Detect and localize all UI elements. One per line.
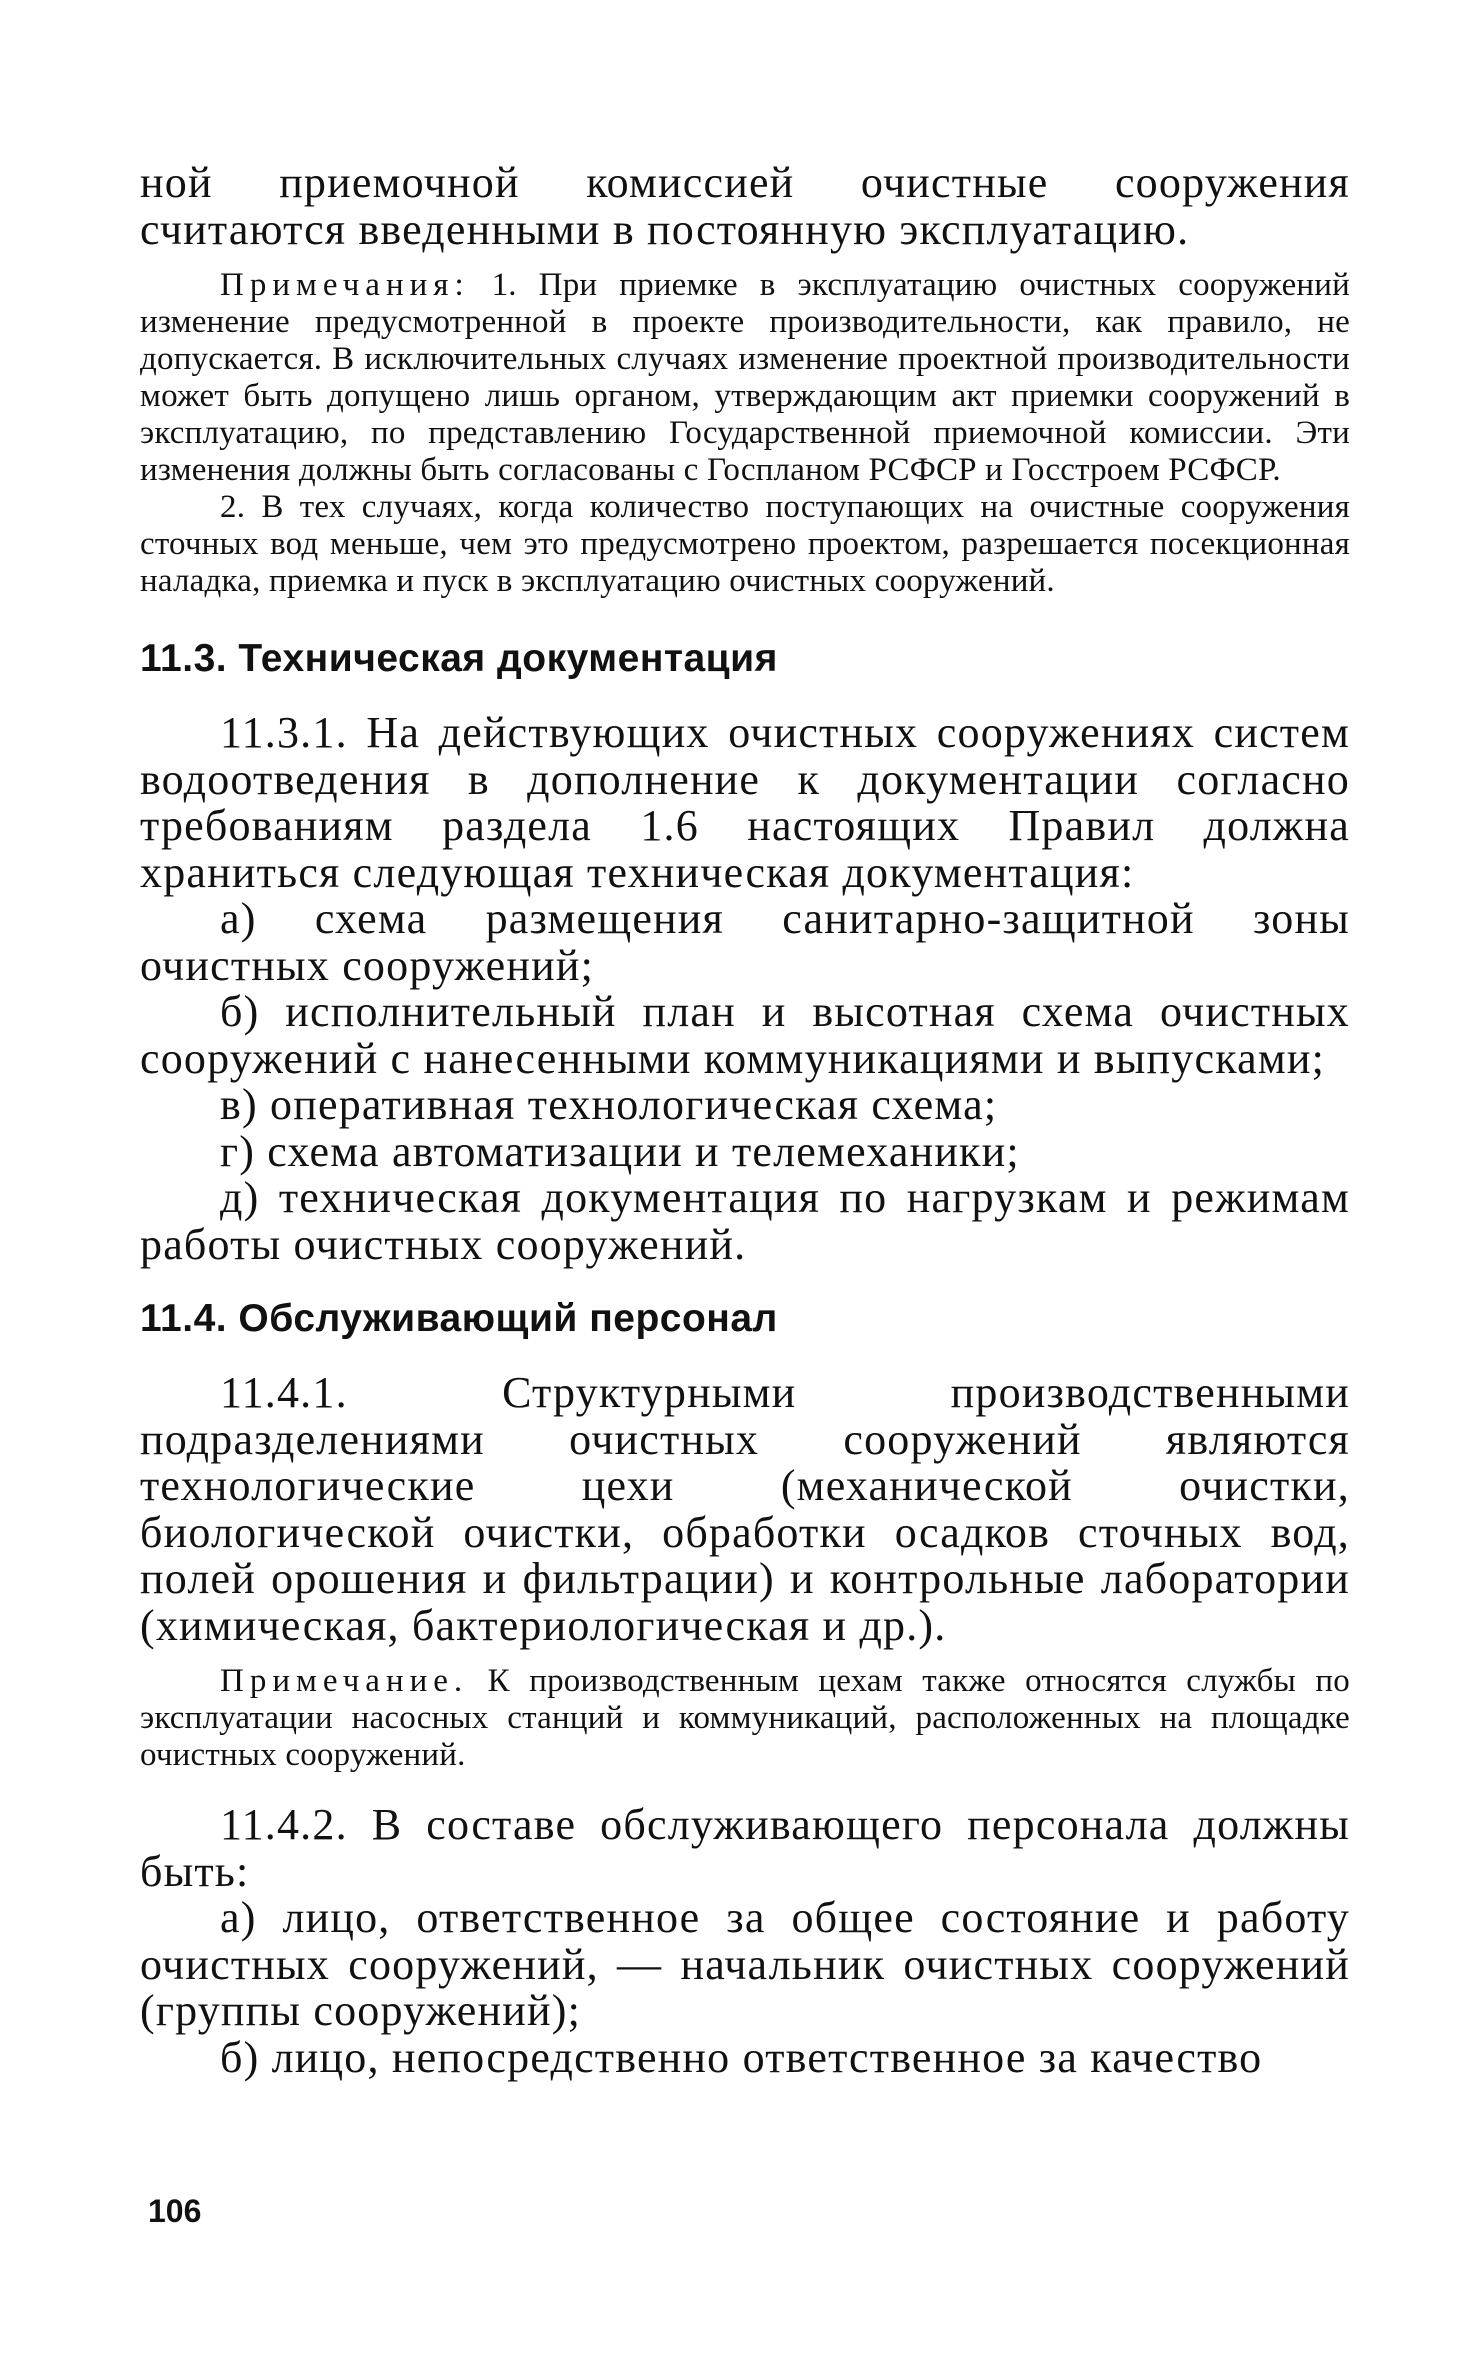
section-11-4-title: 11.4. Обслуживающий персонал bbox=[140, 1297, 778, 1340]
paragraph-11-3-1: 11.3.1. На действующих очистных сооружениях систем водоотведения в дополнение к документации согласно требованиям раздела 1.6 настоящих Правил должна храниться следующая техническая документация: bbox=[140, 708, 1350, 897]
list-item: в) оперативная технологическая схема; bbox=[220, 1080, 998, 1129]
note-3 bbox=[140, 1663, 1350, 1774]
list-item: д) техническая документация по нагрузкам и режимам работы очистных сооружений. bbox=[140, 1173, 1350, 1269]
note-3-label: Примечание. bbox=[220, 1663, 469, 1699]
note-1 bbox=[140, 267, 1350, 489]
note-1-text: 1. При приемке в эксплуатацию очистных сооружений изменение предусмотренной в проекте производительности, как правило, не допускается. В исключительных случаях изменение проектной производительности может быть допущено лишь органом, утверждающим акт приемки сооружений в эксплуатацию, по представлению Государственной приемочной комиссии. Эти изменения должны быть согласованы с Госпланом РСФСР и Госстроем РСФСР. bbox=[140, 267, 1350, 488]
note-1-label: Примечания: bbox=[220, 267, 470, 303]
note-2: 2. В тех случаях, когда количество поступающих на очистные сооружения сточных вод меньше, чем это предусмотрено проектом, разрешается посекционная наладка, приемка и пуск в эксплуатацию очистных сооружений. bbox=[140, 489, 1350, 599]
page-number: 106 bbox=[148, 2193, 202, 2229]
list-item: а) лицо, ответственное за общее состояние и работу очистных сооружений, — начальник очистных сооружений (группы сооружений); bbox=[140, 1893, 1350, 2035]
note-3-text: К производственным цехам также относятся службы по эксплуатации насосных станций и коммуникаций, расположенных на площадке очистных сооружений. bbox=[140, 1663, 1350, 1773]
list-item: б) лицо, непосредственно ответственное за качество bbox=[220, 2032, 1263, 2082]
list-item: а) схема размещения санитарно-защитной зоны очистных сооружений; bbox=[140, 894, 1350, 990]
paragraph-11-4-2: 11.4.2. В составе обслуживающего персонала должны быть: bbox=[140, 1800, 1350, 1896]
list-item: г) схема автоматизации и телемеханики; bbox=[220, 1126, 1020, 1176]
paragraph-11-4-1: 11.4.1. Структурными производственными подразделениями очистных сооружений являются технологические цехи (механической очистки, биологической очистки, обработки осадков сточных вод, полей орошения и фильтрации) и контрольные лаборатории (химическая, бактериологическая и др.). bbox=[140, 1368, 1350, 1650]
section-11-3-title: 11.3. Техническая документация bbox=[140, 637, 778, 680]
list-item: б) исполнительный план и высотная схема очистных сооружений с нанесенными коммуникациями и выпусками; bbox=[140, 987, 1350, 1083]
intro-paragraph: ной приемочной комиссией очистные сооружения считаются введенными в постоянную эксплуатацию. bbox=[140, 158, 1350, 254]
document-page bbox=[140, 160, 1350, 2081]
